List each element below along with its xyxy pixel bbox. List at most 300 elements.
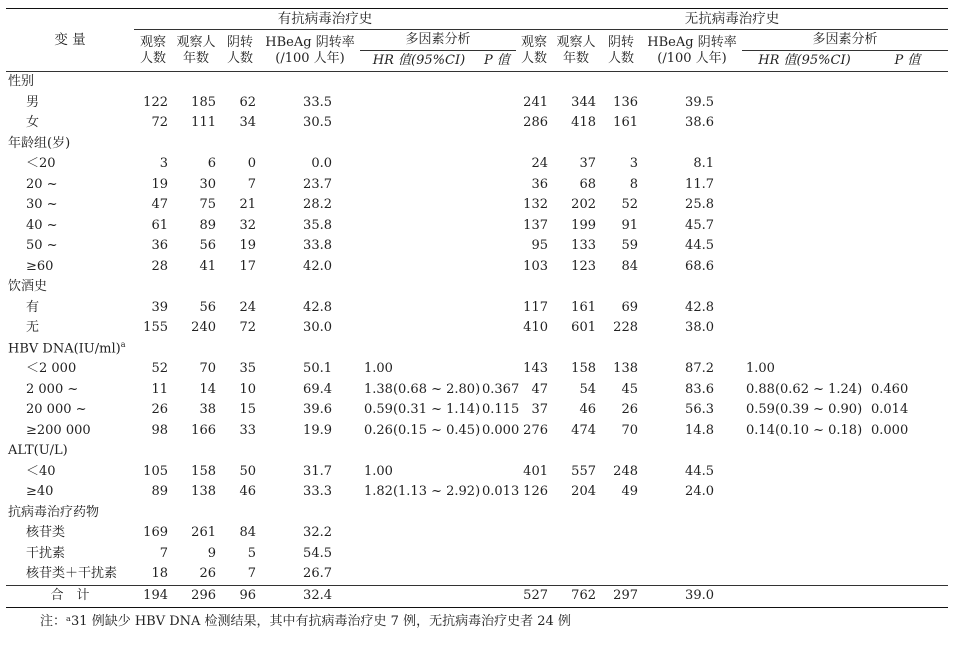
cell-b-rate: 38.6 xyxy=(685,115,714,131)
cell-b-p xyxy=(867,523,948,544)
cell-b-obs-py: 601 xyxy=(571,320,596,336)
cell-a-p xyxy=(478,216,516,237)
cell-a-obs-py: 41 xyxy=(199,258,216,274)
cell-a-obs-n: 19 xyxy=(151,176,168,192)
cell-b-rate: 83.6 xyxy=(685,381,714,397)
table-row xyxy=(6,482,948,503)
cell-b-hr xyxy=(742,236,867,257)
cell-a-hr xyxy=(360,564,478,585)
cell-b-obs-n: 47 xyxy=(531,381,548,397)
cell-a-obs-py: 158 xyxy=(191,463,216,479)
row-label: ≥40 xyxy=(26,484,54,500)
cell-b-rate: 25.8 xyxy=(685,197,714,213)
table-row xyxy=(6,236,948,257)
cell-a-conv-n: 21 xyxy=(239,197,256,213)
cell-b-obs-n xyxy=(516,544,552,565)
cell-a-obs-n: 47 xyxy=(151,197,168,213)
cell-a-conv-n: 33 xyxy=(239,422,256,438)
cell-b-hr xyxy=(742,462,867,483)
cell-a-obs-py: 185 xyxy=(191,94,216,110)
total-b-p xyxy=(867,585,948,607)
cell-a-conv-n: 15 xyxy=(239,402,256,418)
cell-b-hr xyxy=(742,482,867,503)
cell-b-conv-n: 45 xyxy=(621,381,638,397)
cell-b-rate: 44.5 xyxy=(685,238,714,254)
total-a-rate: 32.4 xyxy=(260,585,360,607)
cell-a-obs-n: 36 xyxy=(151,238,168,254)
cell-b-p xyxy=(867,462,948,483)
cell-a-p xyxy=(478,195,516,216)
cell-a-p xyxy=(478,523,516,544)
category-label: 性别 xyxy=(8,74,35,90)
cell-a-rate: 42.0 xyxy=(303,258,332,274)
cell-b-obs-py: 68 xyxy=(579,176,596,192)
cell-b-p xyxy=(867,564,948,585)
data-table xyxy=(6,8,948,608)
p-header-b: P 值 xyxy=(867,51,948,72)
p-header-a: P 值 xyxy=(478,51,516,72)
cell-a-obs-py: 89 xyxy=(199,217,216,233)
cell-a-obs-n: 89 xyxy=(151,484,168,500)
cell-a-p xyxy=(478,257,516,278)
cell-b-obs-py: 557 xyxy=(571,463,596,479)
cell-a-obs-n: 169 xyxy=(143,525,168,541)
cell-b-hr xyxy=(742,523,867,544)
cell-a-obs-n: 72 xyxy=(151,115,168,131)
cell-b-conv-n xyxy=(600,544,642,565)
cell-a-obs-n: 7 xyxy=(159,545,168,561)
cell-a-conv-n: 32 xyxy=(239,217,256,233)
cell-a-hr: 1.00 xyxy=(364,361,393,377)
conv-n-header-b: 阴转 人数 xyxy=(607,34,634,66)
row-label: 干扰素 xyxy=(26,545,66,561)
cell-a-obs-py: 30 xyxy=(199,176,216,192)
category-label: 年龄组(岁) xyxy=(8,135,71,151)
obs-py-header-a: 观察人 年数 xyxy=(176,34,216,66)
total-b-conv-n: 297 xyxy=(600,585,642,607)
cell-b-obs-n: 132 xyxy=(523,197,548,213)
table-row xyxy=(6,523,948,544)
cell-b-obs-n: 95 xyxy=(531,238,548,254)
variable-header: 变 量 xyxy=(6,9,134,72)
category-row xyxy=(6,339,948,360)
footnote-marker: a xyxy=(120,339,126,349)
cell-b-p xyxy=(867,482,948,503)
cell-b-conv-n: 26 xyxy=(621,402,638,418)
cell-b-obs-n: 126 xyxy=(523,484,548,500)
cell-b-p xyxy=(867,154,948,175)
row-label: 核苷类 xyxy=(26,525,66,541)
total-a-hr xyxy=(360,585,478,607)
cell-b-conv-n: 248 xyxy=(613,463,638,479)
cell-a-hr xyxy=(360,216,478,237)
total-a-conv-n: 96 xyxy=(220,585,260,607)
row-label: ＜2 000 xyxy=(26,361,77,377)
cell-a-obs-n: 61 xyxy=(151,217,168,233)
total-label: 合 计 xyxy=(6,585,134,607)
row-label: 40 ~ xyxy=(26,217,58,233)
rate-header-b: HBeAg 阴转率 (/100 人年) xyxy=(647,34,737,66)
row-label: 20 ~ xyxy=(26,176,58,192)
cell-a-hr: 1.82(1.13 ~ 2.92) xyxy=(364,484,481,500)
row-label: 女 xyxy=(26,115,40,131)
cell-b-obs-n: 241 xyxy=(523,94,548,110)
cell-b-p xyxy=(867,236,948,257)
obs-n-header-a: 观察 人数 xyxy=(139,34,166,66)
cell-a-rate: 54.5 xyxy=(303,545,332,561)
cell-a-hr xyxy=(360,113,478,134)
cell-b-rate: 38.0 xyxy=(685,320,714,336)
table-row xyxy=(6,298,948,319)
empty-cell xyxy=(134,277,948,298)
row-label: 有 xyxy=(26,299,40,315)
total-b-obs-n: 527 xyxy=(516,585,552,607)
table-row xyxy=(6,154,948,175)
cell-a-obs-py: 138 xyxy=(191,484,216,500)
cell-a-conv-n: 10 xyxy=(239,381,256,397)
cell-a-obs-n: 155 xyxy=(143,320,168,336)
cell-b-rate: 42.8 xyxy=(685,299,714,315)
multi-header-b: 多因素分析 xyxy=(742,30,948,51)
cell-b-conv-n: 84 xyxy=(621,258,638,274)
multi-header-a: 多因素分析 xyxy=(360,30,516,51)
conv-n-header-a: 阴转 人数 xyxy=(226,34,253,66)
category-row xyxy=(6,441,948,462)
cell-b-obs-py: 418 xyxy=(571,115,596,131)
cell-b-obs-n: 286 xyxy=(523,115,548,131)
cell-b-obs-py xyxy=(552,544,600,565)
cell-a-p xyxy=(478,564,516,585)
cell-a-rate: 30.0 xyxy=(303,320,332,336)
cell-b-obs-n: 143 xyxy=(523,361,548,377)
cell-a-obs-n: 105 xyxy=(143,463,168,479)
cell-b-conv-n xyxy=(600,564,642,585)
table-row xyxy=(6,216,948,237)
cell-b-obs-n xyxy=(516,564,552,585)
cell-a-conv-n: 17 xyxy=(239,258,256,274)
cell-b-obs-n: 410 xyxy=(523,320,548,336)
cell-b-hr: 1.00 xyxy=(746,361,775,377)
cell-b-hr xyxy=(742,564,867,585)
cell-b-hr xyxy=(742,257,867,278)
cell-b-obs-py: 37 xyxy=(579,156,596,172)
table-row xyxy=(6,462,948,483)
total-a-p xyxy=(478,585,516,607)
cell-a-rate: 32.2 xyxy=(303,525,332,541)
cell-b-obs-n: 117 xyxy=(523,299,548,315)
cell-a-hr xyxy=(360,523,478,544)
hr-header-b: HR 值(95%CI) xyxy=(742,51,867,72)
cell-a-conv-n: 50 xyxy=(239,463,256,479)
total-b-obs-py: 762 xyxy=(552,585,600,607)
cell-b-hr: 0.14(0.10 ~ 0.18) xyxy=(746,422,863,438)
total-b-hr xyxy=(742,585,867,607)
cell-a-obs-py: 6 xyxy=(207,156,216,172)
cell-b-p xyxy=(867,175,948,196)
cell-a-conv-n: 72 xyxy=(239,320,256,336)
cell-b-conv-n: 3 xyxy=(629,156,638,172)
group-a-header: 有抗病毒治疗史 xyxy=(134,9,516,30)
cell-b-hr: 0.88(0.62 ~ 1.24) xyxy=(746,381,863,397)
cell-b-obs-py xyxy=(552,564,600,585)
cell-a-rate: 33.3 xyxy=(303,484,332,500)
cell-a-rate: 23.7 xyxy=(303,176,332,192)
table-row xyxy=(6,195,948,216)
cell-a-p xyxy=(478,462,516,483)
cell-b-obs-py: 158 xyxy=(571,361,596,377)
cell-b-obs-n: 137 xyxy=(523,217,548,233)
cell-a-p xyxy=(478,175,516,196)
cell-b-p xyxy=(867,298,948,319)
cell-a-rate: 50.1 xyxy=(303,361,332,377)
cell-a-obs-py: 70 xyxy=(199,361,216,377)
row-label: 2 000 ~ xyxy=(26,381,79,397)
table-row xyxy=(6,257,948,278)
cell-b-p xyxy=(867,113,948,134)
cell-b-rate: 14.8 xyxy=(685,422,714,438)
cell-b-p: 0.000 xyxy=(871,422,909,438)
cell-b-obs-py: 161 xyxy=(571,299,596,315)
cell-b-rate xyxy=(642,523,742,544)
cell-a-obs-n: 11 xyxy=(151,381,168,397)
cell-a-p: 0.367 xyxy=(482,381,520,397)
cell-b-p xyxy=(867,544,948,565)
cell-a-hr xyxy=(360,544,478,565)
cell-a-conv-n: 24 xyxy=(239,299,256,315)
cell-a-obs-n: 52 xyxy=(151,361,168,377)
table-row xyxy=(6,318,948,339)
cell-b-p: 0.014 xyxy=(871,402,909,418)
table-row xyxy=(6,380,948,401)
total-a-obs-n: 194 xyxy=(134,585,172,607)
cell-a-hr xyxy=(360,195,478,216)
cell-b-hr: 0.59(0.39 ~ 0.90) xyxy=(746,402,863,418)
table-row xyxy=(6,421,948,442)
row-label: 无 xyxy=(26,320,40,336)
cell-a-hr: 0.59(0.31 ~ 1.14) xyxy=(364,402,481,418)
cell-b-conv-n: 69 xyxy=(621,299,638,315)
cell-a-conv-n: 62 xyxy=(239,94,256,110)
cell-b-obs-py: 199 xyxy=(571,217,596,233)
cell-a-rate: 0.0 xyxy=(311,156,332,172)
cell-a-obs-py: 75 xyxy=(199,197,216,213)
cell-b-conv-n: 136 xyxy=(613,94,638,110)
cell-a-obs-n: 3 xyxy=(159,156,168,172)
cell-b-obs-n: 36 xyxy=(531,176,548,192)
table-row xyxy=(6,544,948,565)
cell-b-p: 0.460 xyxy=(871,381,909,397)
cell-b-obs-py xyxy=(552,523,600,544)
cell-a-rate: 33.5 xyxy=(303,94,332,110)
rate-header-a: HBeAg 阴转率 (/100 人年) xyxy=(265,34,355,66)
empty-cell xyxy=(134,441,948,462)
cell-b-obs-n: 103 xyxy=(523,258,548,274)
cell-b-rate: 11.7 xyxy=(685,176,714,192)
cell-a-rate: 28.2 xyxy=(303,197,332,213)
empty-cell xyxy=(134,503,948,524)
cell-b-obs-py: 202 xyxy=(571,197,596,213)
cell-b-rate: 87.2 xyxy=(685,361,714,377)
cell-a-obs-py: 26 xyxy=(199,566,216,582)
cell-a-p xyxy=(478,154,516,175)
cell-b-hr xyxy=(742,318,867,339)
cell-a-obs-py: 9 xyxy=(207,545,216,561)
table-body xyxy=(6,72,948,585)
table-row xyxy=(6,175,948,196)
category-label: ALT(U/L) xyxy=(8,443,68,459)
cell-b-rate xyxy=(642,564,742,585)
cell-a-rate: 26.7 xyxy=(303,566,332,582)
cell-a-obs-py: 240 xyxy=(191,320,216,336)
cell-a-rate: 31.7 xyxy=(303,463,332,479)
cell-b-rate: 56.3 xyxy=(685,402,714,418)
cell-b-hr xyxy=(742,154,867,175)
cell-b-rate: 8.1 xyxy=(693,156,714,172)
cell-b-conv-n: 138 xyxy=(613,361,638,377)
cell-a-rate: 35.8 xyxy=(303,217,332,233)
cell-a-conv-n: 7 xyxy=(247,566,256,582)
cell-a-conv-n: 34 xyxy=(239,115,256,131)
cell-b-obs-py: 474 xyxy=(571,422,596,438)
cell-a-rate: 19.9 xyxy=(303,422,332,438)
cell-a-p xyxy=(478,544,516,565)
cell-b-p xyxy=(867,93,948,114)
cell-b-p xyxy=(867,359,948,380)
cell-b-rate: 68.6 xyxy=(685,258,714,274)
cell-a-p xyxy=(478,93,516,114)
cell-a-rate: 42.8 xyxy=(303,299,332,315)
cell-a-p xyxy=(478,113,516,134)
cell-b-conv-n: 49 xyxy=(621,484,638,500)
empty-cell xyxy=(134,72,948,93)
cell-a-obs-n: 28 xyxy=(151,258,168,274)
cell-b-hr xyxy=(742,93,867,114)
cell-a-rate: 69.4 xyxy=(303,381,332,397)
cell-a-p xyxy=(478,236,516,257)
cell-a-obs-n: 18 xyxy=(151,566,168,582)
cell-a-conv-n: 0 xyxy=(247,156,256,172)
cell-b-obs-py: 133 xyxy=(571,238,596,254)
cell-a-conv-n: 46 xyxy=(239,484,256,500)
cell-b-obs-py: 54 xyxy=(579,381,596,397)
cell-a-hr xyxy=(360,154,478,175)
cell-b-p xyxy=(867,257,948,278)
cell-b-obs-py: 123 xyxy=(571,258,596,274)
hr-header-a: HR 值(95%CI) xyxy=(360,51,478,72)
cell-b-hr xyxy=(742,298,867,319)
cell-b-rate: 24.0 xyxy=(685,484,714,500)
cell-a-hr xyxy=(360,93,478,114)
cell-a-p: 0.013 xyxy=(482,484,520,500)
header-row-columns xyxy=(6,30,948,51)
cell-b-conv-n: 59 xyxy=(621,238,638,254)
cell-b-conv-n xyxy=(600,523,642,544)
cell-b-obs-n: 401 xyxy=(523,463,548,479)
total-b-rate: 39.0 xyxy=(642,585,742,607)
cell-a-rate: 39.6 xyxy=(303,402,332,418)
cell-b-hr xyxy=(742,175,867,196)
cell-a-hr xyxy=(360,236,478,257)
cell-a-hr xyxy=(360,257,478,278)
row-label: 50 ~ xyxy=(26,238,58,254)
row-label: 核苷类＋干扰素 xyxy=(26,566,118,582)
cell-a-hr xyxy=(360,175,478,196)
obs-py-header-b: 观察人 年数 xyxy=(556,34,596,66)
category-label: HBV $DNA(IU/ml)^a$ xyxy=(8,339,126,357)
cell-a-obs-n: 98 xyxy=(151,422,168,438)
cell-b-p xyxy=(867,216,948,237)
row-label: 男 xyxy=(26,94,40,110)
cell-a-obs-n: 122 xyxy=(143,94,168,110)
cell-b-p xyxy=(867,318,948,339)
cell-b-obs-py: 46 xyxy=(579,402,596,418)
cell-b-rate: 39.5 xyxy=(685,94,714,110)
cell-b-conv-n: 161 xyxy=(613,115,638,131)
cell-a-conv-n: 5 xyxy=(247,545,256,561)
cell-b-obs-n: 24 xyxy=(531,156,548,172)
cell-a-hr: 1.00 xyxy=(364,463,393,479)
row-label: 30 ~ xyxy=(26,197,58,213)
category-row xyxy=(6,134,948,155)
category-row xyxy=(6,72,948,93)
cell-b-obs-py: 344 xyxy=(571,94,596,110)
table-row xyxy=(6,93,948,114)
empty-cell xyxy=(134,134,948,155)
cell-a-rate: 33.8 xyxy=(303,238,332,254)
header-row-groups xyxy=(6,9,948,30)
table-footnote: 注：ᵃ31 例缺少 HBV DNA 检测结果，其中有抗病毒治疗史 7 例，无抗病毒治疗史者 24 例 xyxy=(40,613,571,629)
cell-b-obs-py: 204 xyxy=(571,484,596,500)
table-row xyxy=(6,113,948,134)
cell-a-hr: 1.38(0.68 ~ 2.80) xyxy=(364,381,481,397)
cell-b-hr xyxy=(742,216,867,237)
row-label: ≥60 xyxy=(26,258,54,274)
cell-a-p xyxy=(478,298,516,319)
cell-a-obs-py: 56 xyxy=(199,238,216,254)
cell-a-obs-py: 14 xyxy=(199,381,216,397)
cell-a-hr xyxy=(360,298,478,319)
cell-a-obs-py: 56 xyxy=(199,299,216,315)
cell-b-rate: 45.7 xyxy=(685,217,714,233)
category-label: 饮酒史 xyxy=(8,279,48,295)
cell-a-conv-n: 19 xyxy=(239,238,256,254)
cell-b-obs-n xyxy=(516,523,552,544)
obs-n-header-b: 观察 人数 xyxy=(520,34,547,66)
category-row xyxy=(6,503,948,524)
cell-b-p xyxy=(867,195,948,216)
cell-a-obs-py: 111 xyxy=(191,115,216,131)
row-label: ＜40 xyxy=(26,463,56,479)
cell-b-conv-n: 52 xyxy=(621,197,638,213)
row-label: ＜20 xyxy=(26,156,56,172)
cell-a-obs-py: 38 xyxy=(199,402,216,418)
table-row xyxy=(6,400,948,421)
cell-a-obs-py: 261 xyxy=(191,525,216,541)
cell-a-obs-n: 39 xyxy=(151,299,168,315)
cell-b-conv-n: 228 xyxy=(613,320,638,336)
cell-b-hr xyxy=(742,113,867,134)
cell-a-p: 0.115 xyxy=(482,402,520,418)
row-label: ≥200 000 xyxy=(26,422,91,438)
cell-a-conv-n: 35 xyxy=(239,361,256,377)
cell-a-obs-n: 26 xyxy=(151,402,168,418)
cell-b-conv-n: 70 xyxy=(621,422,638,438)
cell-a-rate: 30.5 xyxy=(303,115,332,131)
cell-b-hr xyxy=(742,544,867,565)
cell-b-obs-n: 276 xyxy=(523,422,548,438)
empty-cell xyxy=(134,339,948,360)
cell-a-conv-n: 84 xyxy=(239,525,256,541)
